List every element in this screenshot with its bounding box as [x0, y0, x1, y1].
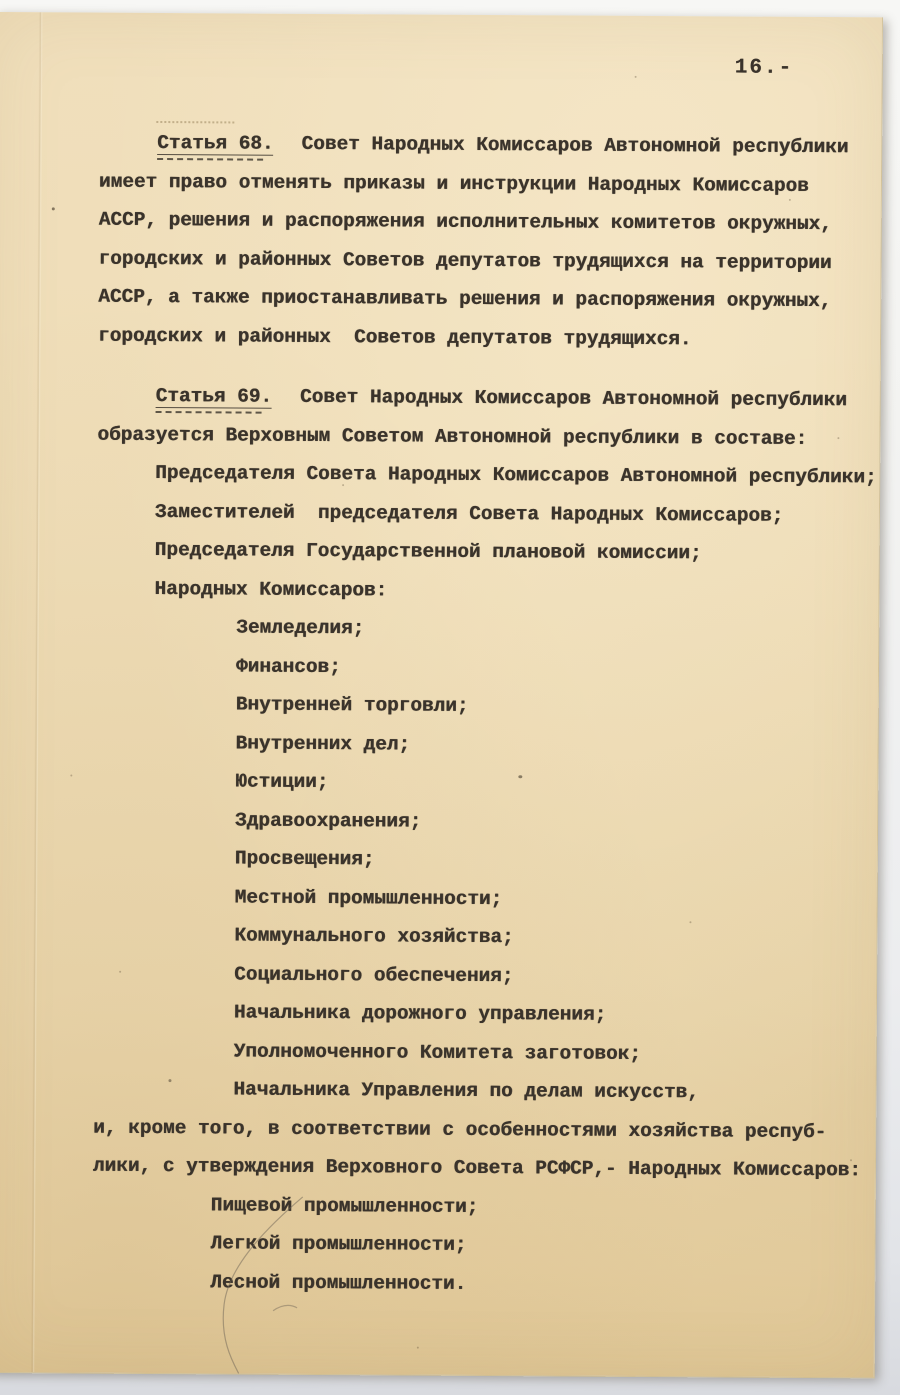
commissariat-item: Уполномоченного Комитета заготовок; [233, 1039, 641, 1065]
article-68-heading-rest: Совет Народных Комиссаров Автономной республики [301, 132, 849, 159]
commissariat-item: Просвещения; [234, 847, 375, 871]
typed-line: образуется Верховным Советом Автономной республики в составе: [97, 423, 808, 450]
council-member-line: Народных Комиссаров: [154, 577, 388, 601]
council-member-line: Председателя Совета Народных Комиссаров Автономной республики; [155, 461, 877, 489]
article-68-first-line [99, 124, 875, 167]
commissariat-item: Местной промышленности; [234, 885, 503, 910]
typed-line: АССР, решения и распоряжения исполнительных комитетов окружных, [98, 208, 832, 236]
paper-speck [70, 774, 72, 776]
typed-line: и, кроме того, в соответствии с особенностями хозяйства респуб- [93, 1116, 827, 1143]
page-number: 16.- [734, 56, 794, 80]
additional-commissariat-item: Легкой промышленности; [210, 1232, 467, 1256]
commissariat-item: Начальника Управления по делам искусств, [233, 1078, 699, 1104]
article-68-heading: Статья 68. [157, 131, 274, 155]
commissariat-item: Юстиции; [235, 770, 329, 794]
paper-crease [31, 12, 43, 1372]
commissariat-item: Начальника дорожного управления; [233, 1001, 607, 1026]
article-69 [92, 377, 877, 1306]
additional-commissariat-item: Пищевой промышленности; [210, 1193, 479, 1218]
article-69-first-line [98, 377, 874, 420]
article-68 [98, 124, 875, 360]
paper-speck [635, 76, 637, 78]
additional-commissariat-item: Лесной промышленности. [210, 1270, 467, 1295]
article-69-heading: Статья 69. [155, 384, 273, 408]
typed-line: городских и районных Советов депутатов трудящихся. [97, 324, 692, 350]
council-member-line: Председателя Государственной плановой комиссии; [154, 538, 702, 565]
commissariat-item: Земледелия; [236, 616, 365, 640]
council-member-line: Заместителей председателя Совета Народных Комиссаров; [154, 500, 784, 527]
commissariat-item: Внутренних дел; [235, 731, 411, 756]
commissariat-item: Коммунального хозяйства; [234, 924, 514, 949]
article-69-heading-rest: Совет Народных Комиссаров Автономной республики [299, 385, 847, 412]
paper-speck [417, 1347, 419, 1349]
typed-line: имеет право отменять приказы и инструкции Народных Комиссаров [98, 170, 809, 197]
document-page [0, 12, 883, 1378]
commissariat-item: Внутренней торговли; [235, 693, 469, 717]
commissariat-item: Финансов; [235, 654, 341, 678]
typed-line: городских и районных Советов депутатов трудящихся на территории [98, 247, 832, 274]
typed-line: лики, с утверждения Верховного Совета РСФСР,- Народных Комиссаров: [92, 1154, 862, 1182]
paper-speck [52, 207, 55, 210]
commissariat-item: Социального обеспечения; [234, 962, 514, 987]
commissariat-item: Здравоохранения; [235, 808, 422, 833]
typed-line: АССР, а также приостанавливать решения и распоряжения окружных, [98, 285, 832, 313]
